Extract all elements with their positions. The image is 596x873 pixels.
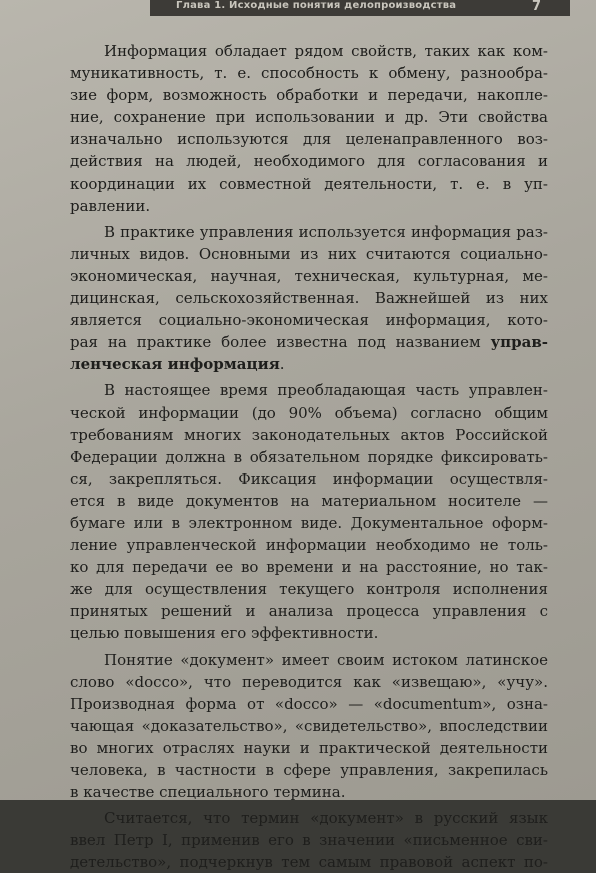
bold-term: управ-: [490, 333, 548, 352]
text-line: ввел Петр I, применив его в значении «письменное сви-: [70, 831, 548, 850]
text-line: В настоящее время преобладающая часть управлен-: [104, 381, 548, 400]
paragraph-1: [70, 40, 548, 217]
text-line: ся, закрепляться. Фиксация информации осуществля-: [70, 469, 548, 488]
text-fragment: рая на практике более известна под названием: [70, 333, 491, 352]
text-line: [70, 331, 548, 353]
text-line: ление управленческой информации необходимо не толь-: [70, 536, 548, 555]
text-line: В практике управления используется информация раз-: [104, 222, 548, 241]
text-line: равлении.: [70, 196, 151, 215]
text-line: требованиям многих законодательных актов Российской: [70, 425, 548, 444]
text-line: [70, 353, 548, 375]
text-line: детельство», подчеркнув тем самым правовой аспект по-: [70, 853, 548, 872]
text-line: целью повышения его эффективности.: [70, 624, 379, 643]
text-line: ко для передачи ее во времени и на расстояние, но так-: [70, 558, 548, 577]
text-line: ется в виде документов на материальном носителе —: [70, 491, 548, 510]
text-line: изначально используются для целенаправленного воз-: [70, 130, 548, 149]
text-line: экономическая, научная, техническая, культурная, ме-: [70, 266, 548, 285]
text-line: дицинская, сельскохозяйственная. Важнейшей из них: [70, 289, 548, 308]
text-line: человека, в частности в сфере управления, закрепилась: [70, 761, 548, 779]
text-line: Считается, что термин «документ» в русский язык: [104, 809, 548, 828]
text-line: чающая «доказательство», «свидетельство», впоследствии: [70, 716, 548, 735]
text-line: слово «docco», что переводится как «извещаю», «учу».: [70, 672, 548, 691]
page-number: 7: [532, 0, 542, 14]
text-line: Информация обладает рядом свойств, таких как ком-: [104, 42, 548, 60]
text-line: Федерации должна в обязательном порядке фиксировать-: [70, 447, 548, 466]
text-line: муникативность, т. е. способность к обмену, разнообра-: [70, 64, 548, 83]
body-text: [70, 40, 548, 873]
running-header-title: Глава 1. Исходные понятия делопроизводства: [176, 0, 457, 11]
bold-term: ленческая информация: [70, 355, 280, 374]
text-fragment: .: [279, 355, 285, 374]
text-line: во многих отраслях науки и практической деятельности: [70, 738, 548, 757]
text-line: в качестве специального термина.: [70, 783, 346, 802]
text-line: личных видов. Основными из них считаются социально-: [70, 244, 548, 263]
text-line: Понятие «документ» имеет своим истоком латинское: [104, 650, 548, 669]
text-line: является социально-экономическая информация, кото-: [70, 311, 548, 330]
paragraph-4: [70, 649, 548, 804]
text-line: координации их совместной деятельности, т. е. в уп-: [70, 174, 548, 193]
text-line: зие форм, возможность обработки и передачи, накопле-: [70, 86, 548, 105]
text-line: действия на людей, необходимого для согласования и: [70, 152, 548, 171]
text-line: ческой информации (до 90% объема) согласно общим: [70, 403, 548, 422]
paragraph-2: [70, 221, 548, 376]
text-line: бумаге или в электронном виде. Документальное оформ-: [70, 513, 548, 532]
text-line: ние, сохранение при использовании и др. Эти свойства: [70, 108, 548, 127]
paragraph-3: [70, 379, 548, 644]
text-line: Производная форма от «docco» — «documentum», озна-: [70, 694, 548, 713]
text-line: принятых решений и анализа процесса управления с: [70, 602, 548, 621]
text-line: же для осуществления текущего контроля исполнения: [70, 580, 548, 599]
paragraph-5: [70, 807, 548, 873]
